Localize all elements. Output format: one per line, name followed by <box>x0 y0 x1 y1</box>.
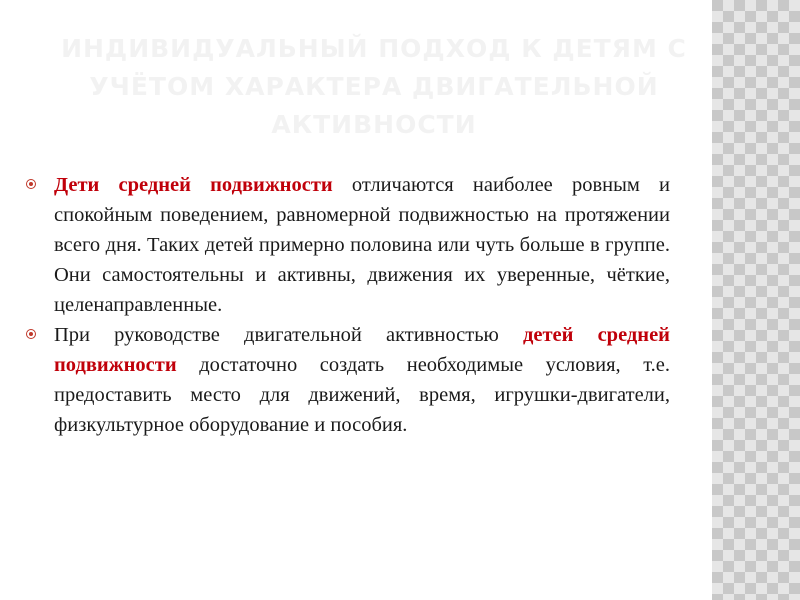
diamond-pattern-sidebar <box>712 0 800 600</box>
bullet-2-highlight: детей средней подвижности <box>54 324 670 376</box>
bullet-2-text-before: При руководстве двигательной активностью <box>54 324 523 346</box>
bullet-item-1 <box>24 170 670 320</box>
bullet-1-text: отличаются наиболее ровным и спокойным поведением, равномерной подвижностью на протяжении всего дня. Таких детей примерно половина или чуть больше в группе. Они самостоятельны и активны, движения их уверенные, чёткие, целенаправленные. <box>54 174 670 316</box>
circle-bullet-icon <box>26 179 36 189</box>
bullet-item-2 <box>24 320 670 440</box>
slide-title: ИНДИВИДУАЛЬНЫЙ ПОДХОД К ДЕТЯМ С УЧЁТОМ ХАРАКТЕРА ДВИГАТЕЛЬНОЙ АКТИВНОСТИ <box>61 34 687 139</box>
slide-body <box>24 170 670 440</box>
circle-bullet-icon <box>26 329 36 339</box>
bullet-2-text-after: достаточно создать необходимые условия, т.е. предоставить место для движений, время, игрушки-двигатели, физкультурное оборудование и пособия. <box>54 354 670 436</box>
bullet-1-highlight: Дети средней подвижности <box>54 174 333 196</box>
